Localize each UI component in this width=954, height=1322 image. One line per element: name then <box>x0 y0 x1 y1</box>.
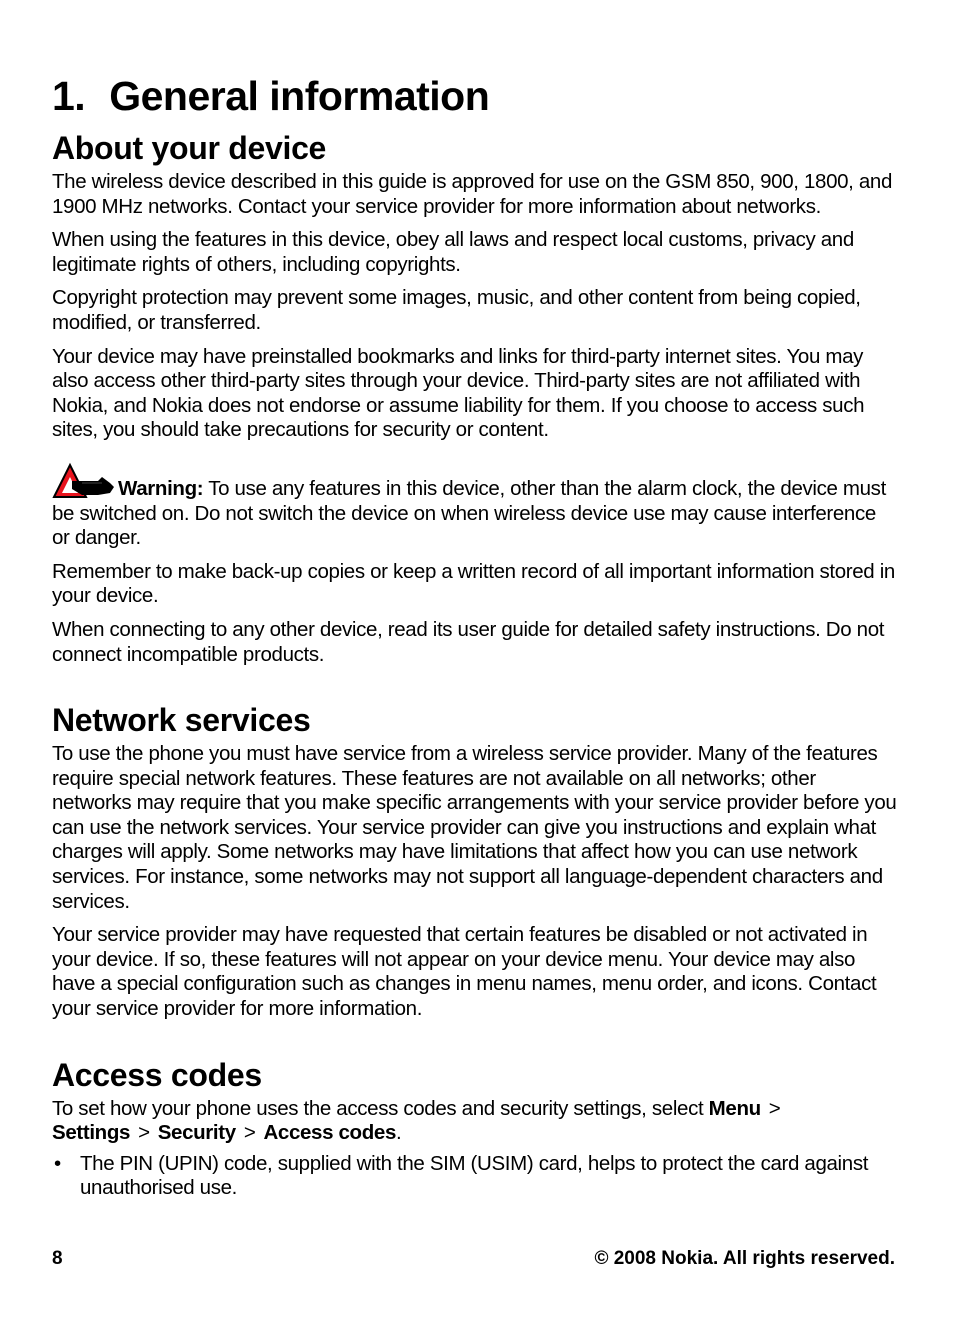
chapter-title <box>52 68 898 124</box>
about-paragraph-2: When using the features in this device, obey all laws and respect local customs, privacy and legitimate rights of others, including copyrights. <box>52 228 854 276</box>
menu-path-security: Security <box>157 1121 236 1145</box>
about-paragraph-1: The wireless device described in this guide is approved for use on the GSM 850, 900, 1800, and 1900 MHz networks. Contact your service provider for more information about networks. <box>52 170 893 218</box>
section-heading-about: About your device <box>52 130 327 166</box>
path-end: . <box>396 1121 402 1145</box>
warning-paragraph <box>52 461 898 551</box>
page-number: 8 <box>52 1248 63 1269</box>
warning-text: To use any features in this device, other than the alarm clock, the device must be switched on. Do not switch the device on when wireless device use may cause interference or danger. <box>52 476 886 550</box>
list-item <box>52 1152 898 1201</box>
path-separator: > <box>138 1121 150 1145</box>
network-paragraph-1: To use the phone you must have service from a wireless service provider. Many of the features require special network features. These features are not available on all networks; other networks may require that you make specific arrangements with your service provider before you can use the network services. Your service provider can give you instructions and explain what charges will apply. Some networks may have limitations that affect how you can use network services. For instance, some networks may not support all language-dependent characters and services. <box>52 742 897 913</box>
menu-path-menu: Menu <box>708 1096 761 1120</box>
list-item-text: The PIN (UPIN) code, supplied with the SIM (USIM) card, helps to protect the card against unauthorised use. <box>80 1151 869 1200</box>
section-heading-network: Network services <box>52 702 311 739</box>
about-paragraph-3: Copyright protection may prevent some images, music, and other content from being copied, modified, or transferred. <box>52 286 861 334</box>
menu-path-settings: Settings <box>52 1121 131 1145</box>
warning-label: Warning: <box>118 476 204 500</box>
about-paragraph-4: Your device may have preinstalled bookmarks and links for third-party internet sites. You may also access other third-party sites through your device. Third-party sites are not affiliated with Nokia, and Nokia does not endorse or assume liability for them. If you choose to access such sites, you should take precautions for security or content. <box>52 344 865 442</box>
network-paragraph-2: Your service provider may have requested that certain features be disabled or not activated in your device. If so, these features will not appear on your device menu. Your device may also have a special configuration such as changes in menu names, menu order, and icons. Contact your service provider for more information. <box>52 923 877 1021</box>
about-paragraph-5: Remember to make back-up copies or keep a written record of all important information stored in your device. <box>52 559 895 608</box>
page-content <box>52 68 898 1201</box>
about-paragraph-6: When connecting to any other device, read its user guide for detailed safety instructions. Do not connect incompatible products. <box>52 617 885 666</box>
menu-path-access-codes: Access codes <box>263 1121 396 1145</box>
access-intro-text: To set how your phone uses the access codes and security settings, select <box>52 1096 709 1120</box>
section-heading-access: Access codes <box>52 1056 262 1093</box>
path-separator: > <box>768 1096 781 1120</box>
page-footer <box>52 1248 895 1270</box>
copyright-notice: © 2008 Nokia. All rights reserved. <box>594 1248 895 1269</box>
chapter-number: 1. <box>52 73 86 119</box>
path-separator: > <box>243 1121 256 1145</box>
access-intro <box>52 1097 898 1146</box>
bullet-icon: • <box>54 1151 61 1175</box>
access-codes-list <box>52 1152 898 1201</box>
chapter-title-text: General information <box>109 73 490 119</box>
warning-hand-icon <box>52 461 116 501</box>
